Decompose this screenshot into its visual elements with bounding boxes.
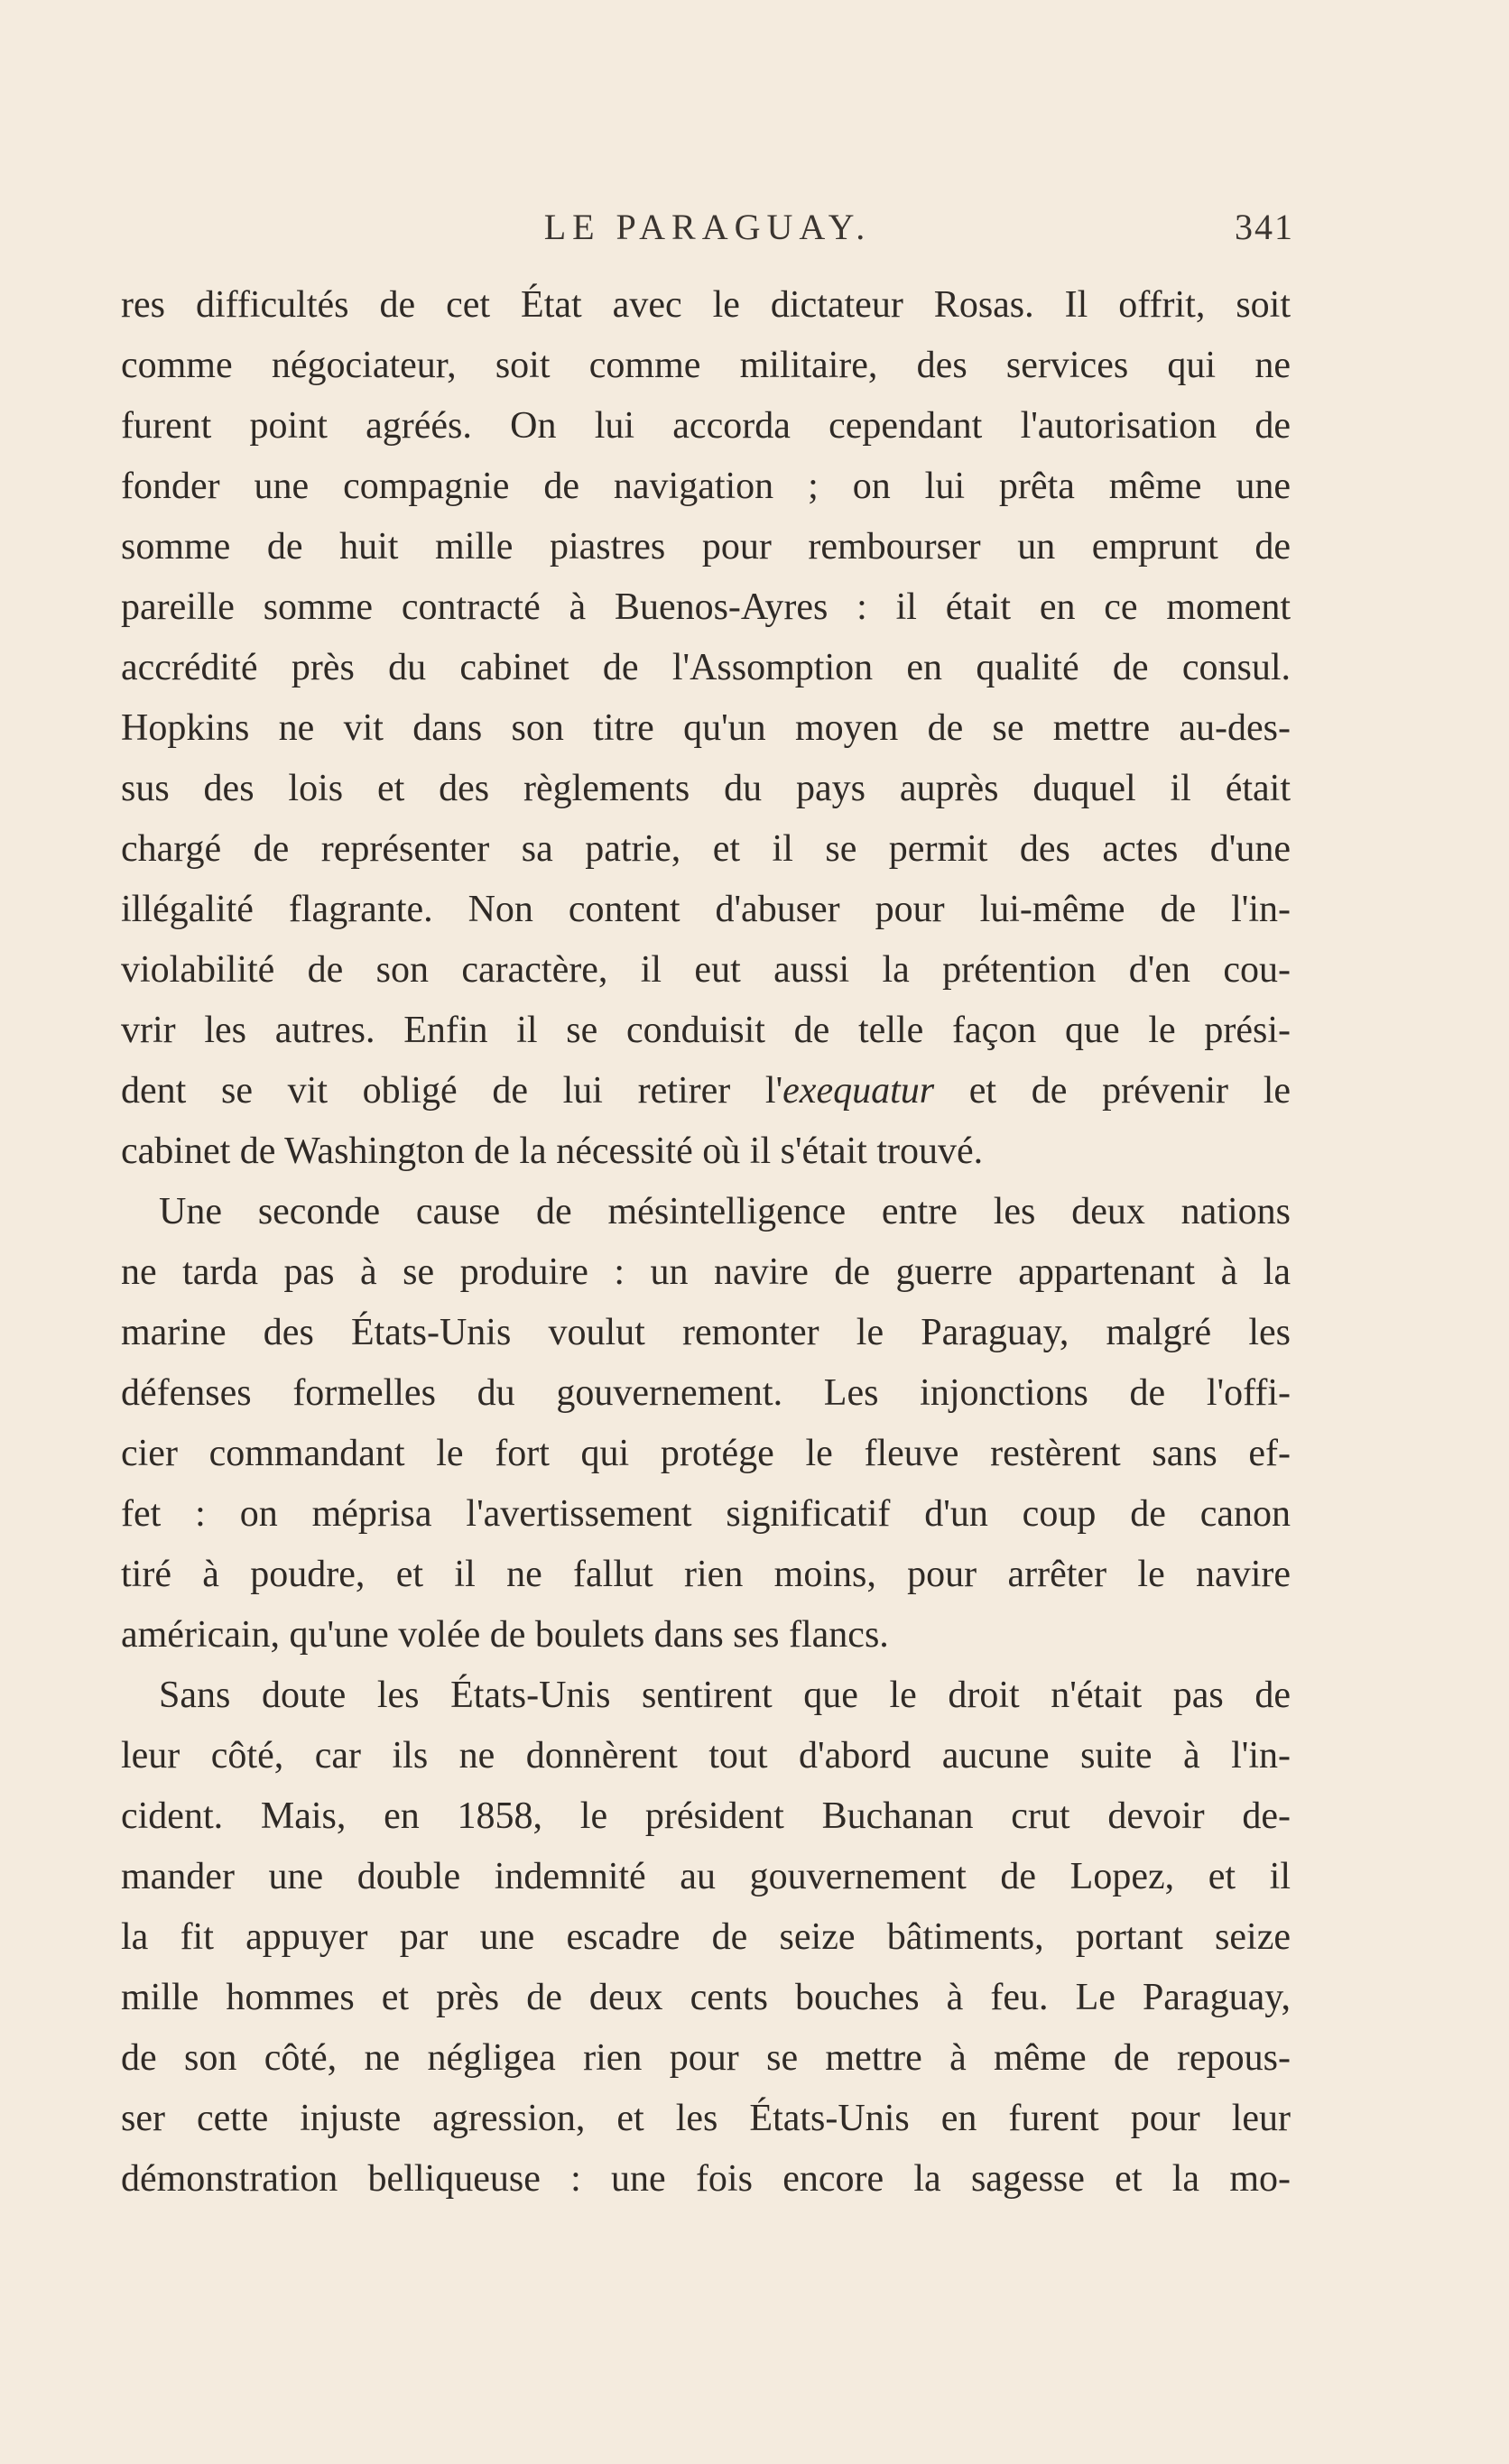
running-head: LE PARAGUAY.: [543, 207, 872, 247]
text-line: illégalité flagrante. Non content d'abuser pour lui-même de l'in-: [121, 889, 1291, 930]
text-line: mille hommes et près de deux cents bouches à feu. Le Paraguay,: [121, 1977, 1291, 2018]
text-line: ser cette injuste agression, et les États-Unis en furent pour leur: [121, 2098, 1291, 2139]
text-line: ne tarda pas à se produire : un navire de guerre appartenant à la: [121, 1251, 1291, 1293]
text-line: accrédité près du cabinet de l'Assomption en qualité de consul.: [121, 647, 1291, 688]
text-line: somme de huit mille piastres pour rembourser un emprunt de: [121, 526, 1291, 568]
text-line: de son côté, ne négligea rien pour se mettre à même de repous-: [121, 2037, 1291, 2079]
text-line: violabilité de son caractère, il eut aussi la prétention d'en cou-: [121, 949, 1291, 991]
text-line: res difficultés de cet État avec le dictateur Rosas. Il offrit, soit: [121, 284, 1291, 326]
text-line: marine des États-Unis voulut remonter le Paraguay, malgré les: [121, 1312, 1291, 1353]
text-line: Une seconde cause de mésintelligence entre les deux nations: [159, 1191, 1291, 1232]
text-line: défenses formelles du gouvernement. Les injonctions de l'offi-: [121, 1372, 1291, 1414]
text-line: Sans doute les États-Unis sentirent que le droit n'était pas de: [159, 1675, 1291, 1716]
page-header: [121, 206, 1294, 260]
text-line: dent se vit obligé de lui retirer l'exequatur et de prévenir le: [121, 1070, 1291, 1112]
text-line: vrir les autres. Enfin il se conduisit de telle façon que le prési-: [121, 1010, 1291, 1051]
text-line: chargé de représenter sa patrie, et il se permit des actes d'une: [121, 828, 1291, 870]
text-line: américain, qu'une volée de boulets dans ses flancs.: [121, 1614, 889, 1656]
text-line: cident. Mais, en 1858, le président Buchanan crut devoir de-: [121, 1795, 1291, 1837]
text-line: fet : on méprisa l'avertissement significatif d'un coup de canon: [121, 1493, 1291, 1535]
italic-term: exequatur: [782, 1070, 935, 1112]
text-line: leur côté, car ils ne donnèrent tout d'abord aucune suite à l'in-: [121, 1735, 1291, 1776]
text-line: fonder une compagnie de navigation ; on lui prêta même une: [121, 466, 1291, 507]
text-line: sus des lois et des règlements du pays auprès duquel il était: [121, 768, 1291, 809]
text-line: furent point agréés. On lui accorda cependant l'autorisation de: [121, 405, 1291, 447]
text-line: démonstration belliqueuse : une fois encore la sagesse et la mo-: [121, 2158, 1291, 2200]
page-number: 341: [1235, 207, 1294, 247]
text-line: cier commandant le fort qui protége le fleuve restèrent sans ef-: [121, 1433, 1291, 1474]
text-line: cabinet de Washington de la nécessité où il s'était trouvé.: [121, 1130, 984, 1172]
text-line: tiré à poudre, et il ne fallut rien moins, pour arrêter le navire: [121, 1554, 1291, 1595]
body-text: [121, 275, 1291, 2210]
text-line: Hopkins ne vit dans son titre qu'un moyen de se mettre au-des-: [121, 707, 1291, 749]
text-line: pareille somme contracté à Buenos-Ayres : il était en ce moment: [121, 586, 1291, 628]
text-line: comme négociateur, soit comme militaire, des services qui ne: [121, 345, 1291, 386]
text-line: la fit appuyer par une escadre de seize bâtiments, portant seize: [121, 1916, 1291, 1958]
text-line: mander une double indemnité au gouvernement de Lopez, et il: [121, 1856, 1291, 1897]
